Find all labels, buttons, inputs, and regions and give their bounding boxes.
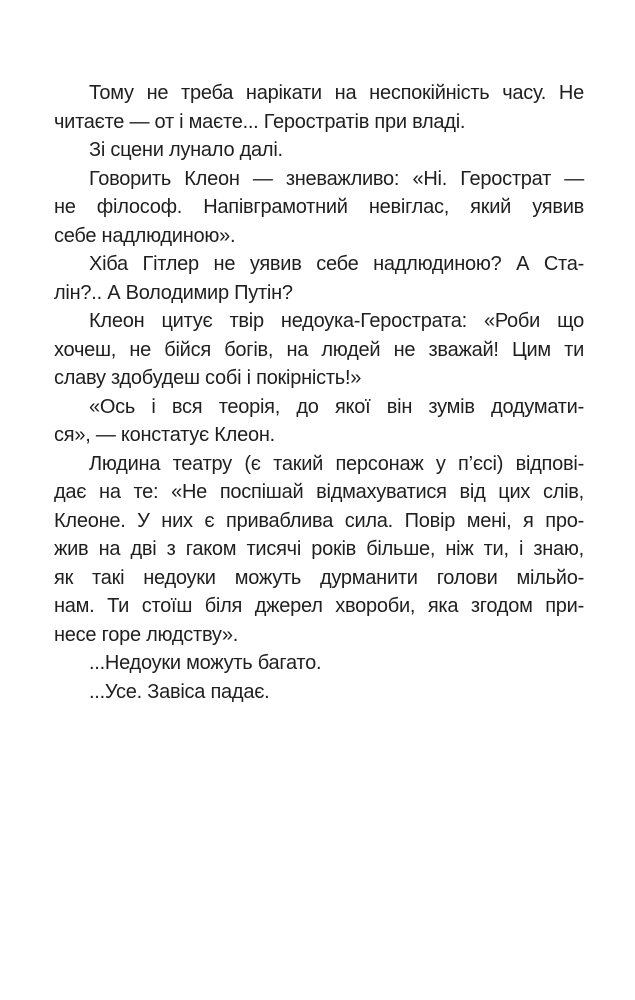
text-line: «Ось і вся теорія, до якої він зумів додумати-	[89, 395, 584, 418]
text-line: жив на дві з гаком тисячі років більше, ніж ти, і знаю,	[54, 538, 584, 560]
text-line: славу здобудеш собі і покірність!»	[54, 367, 362, 389]
text-line: хочеш, не бійся богів, на людей не зважай! Цим ти	[54, 338, 584, 361]
text-line: ...Недоуки можуть багато.	[89, 652, 322, 674]
text-line: ся», — констатує Клеон.	[54, 424, 275, 446]
paragraph-3	[54, 165, 584, 251]
text-line: Клеон цитує твір недоука-Герострата: «Роби що	[89, 310, 584, 332]
text-line: Зі сцени лунало далі.	[89, 139, 283, 161]
page-text	[54, 79, 584, 706]
text-line: як такі недоуки можуть дурманити голови мільйо-	[54, 566, 584, 589]
text-line: ...Усе. Завіса падає.	[89, 680, 270, 703]
text-line: Хіба Гітлер не уявив себе надлюдиною? А Ста-	[89, 253, 584, 275]
text-line: Говорить Клеон — зневажливо: «Ні. Герострат —	[89, 167, 584, 190]
text-line: Тому не треба нарікати на неспокійність часу. Не	[89, 82, 584, 104]
paragraph-8	[54, 649, 584, 678]
paragraph-5	[54, 307, 584, 393]
text-line: нам. Ти стоїш біля джерел хвороби, яка згодом при-	[54, 595, 584, 617]
text-line: не філософ. Напівграмотний невіглас, який уявив	[54, 196, 584, 218]
text-line: себе надлюдиною».	[54, 224, 236, 247]
paragraph-9	[54, 678, 584, 707]
text-line: Клеоне. У них є приваблива сила. Повір мені, я про-	[54, 509, 584, 532]
paragraph-2	[54, 136, 584, 165]
text-line: лін?.. А Володимир Путін?	[54, 281, 293, 304]
text-line: читаєте — от і маєте... Геростратів при владі.	[54, 110, 466, 133]
paragraph-7	[54, 450, 584, 650]
text-line: несе горе людству».	[54, 623, 239, 646]
text-line: дає на те: «Не поспішай відмахуватися від цих слів,	[54, 481, 584, 503]
text-line: Людина театру (є такий персонаж у п’єсі) відпові-	[89, 452, 584, 475]
paragraph-1	[54, 79, 584, 136]
paragraph-4	[54, 250, 584, 307]
paragraph-6	[54, 393, 584, 450]
